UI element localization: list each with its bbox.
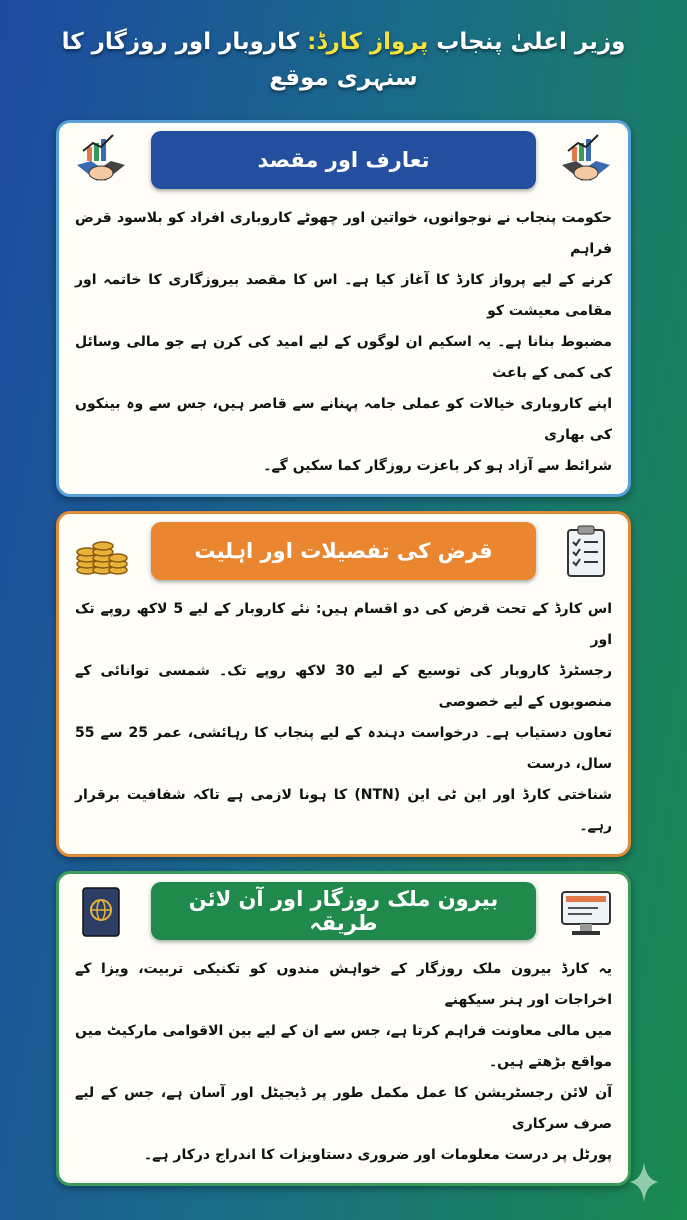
body-line: حکومت پنجاب نے نوجوانوں، خواتین اور چھوٹے کاروباری افراد کو بلاسود قرض فراہم (75, 210, 612, 257)
section-body (75, 203, 612, 482)
coins-icon (73, 524, 129, 580)
passport-globe-icon (73, 884, 129, 940)
intro-card (56, 120, 631, 497)
body-line: آن لائن رجسٹریشن کا عمل مکمل طور پر ڈیجیٹل اور آسان ہے، جس کے لیے صرف سرکاری (75, 1085, 612, 1132)
computer-icon (558, 884, 614, 940)
section-body (75, 954, 612, 1171)
sparkle-icon (629, 1162, 659, 1202)
body-line: تعاون دستیاب ہے۔ درخواست دہندہ کے لیے پنجاب کا رہائشی، عمر 25 سے 55 سال، درست (75, 725, 613, 772)
body-line: کرنے کے لیے پرواز کارڈ کا آغاز کیا ہے۔ اس کا مقصد بیروزگاری کا خاتمہ اور مقامی معیشت کو (75, 272, 612, 319)
handshake-chart-icon (73, 133, 129, 189)
overseas-employment-card (56, 871, 631, 1186)
body-line: پورٹل پر درست معلومات اور ضروری دستاویزات کا اندراج درکار ہے۔ (143, 1147, 612, 1163)
section-body (75, 594, 612, 842)
section-heading: بیرون ملک روزگار اور آن لائن طریقہ (151, 882, 536, 940)
title-part2: کاروبار اور روزگار کا سنہری موقع (61, 29, 418, 91)
title-highlight: پرواز کارڈ: (307, 29, 429, 55)
title-part1: وزیر اعلیٰ پنجاب (436, 29, 626, 55)
handshake-chart-icon (558, 133, 614, 189)
body-line: یہ کارڈ بیرون ملک روزگار کے خواہش مندوں کو تکنیکی تربیت، ویزا کے اخراجات اور ہنر سیکھنے (75, 961, 612, 1008)
body-line: اپنے کاروباری خیالات کو عملی جامہ پہنانے سے قاصر ہیں، جس سے وہ بینکوں کی بھاری (75, 396, 612, 443)
body-line: مضبوط بنانا ہے۔ یہ اسکیم ان لوگوں کے لیے امید کی کرن ہے جو مالی وسائل کی کمی کے باعث (75, 334, 612, 381)
body-line: اس کارڈ کے تحت قرض کی دو اقسام ہیں: نئے کاروبار کے لیے 5 لاکھ روپے تک اور (75, 601, 613, 648)
body-line: شرائط سے آزاد ہو کر باعزت روزگار کما سکیں گے۔ (263, 458, 612, 474)
body-line: رجسٹرڈ کاروبار کی توسیع کے لیے 30 لاکھ روپے تک۔ شمسی توانائی کے منصوبوں کے لیے خصوصی (75, 663, 612, 710)
section-heading: قرض کی تفصیلات اور اہلیت (151, 522, 536, 580)
loan-details-card (56, 511, 631, 857)
body-line: میں مالی معاونت فراہم کرتا ہے، جس سے ان کے لیے بین الاقوامی مارکیٹ میں مواقع بڑھتے ہیں۔ (75, 1023, 612, 1070)
body-line: شناختی کارڈ اور این ٹی این (NTN) کا ہونا لازمی ہے تاکہ شفافیت برقرار رہے۔ (75, 787, 612, 834)
page-title (0, 24, 687, 96)
checklist-icon (558, 524, 614, 580)
section-heading: تعارف اور مقصد (151, 131, 536, 189)
